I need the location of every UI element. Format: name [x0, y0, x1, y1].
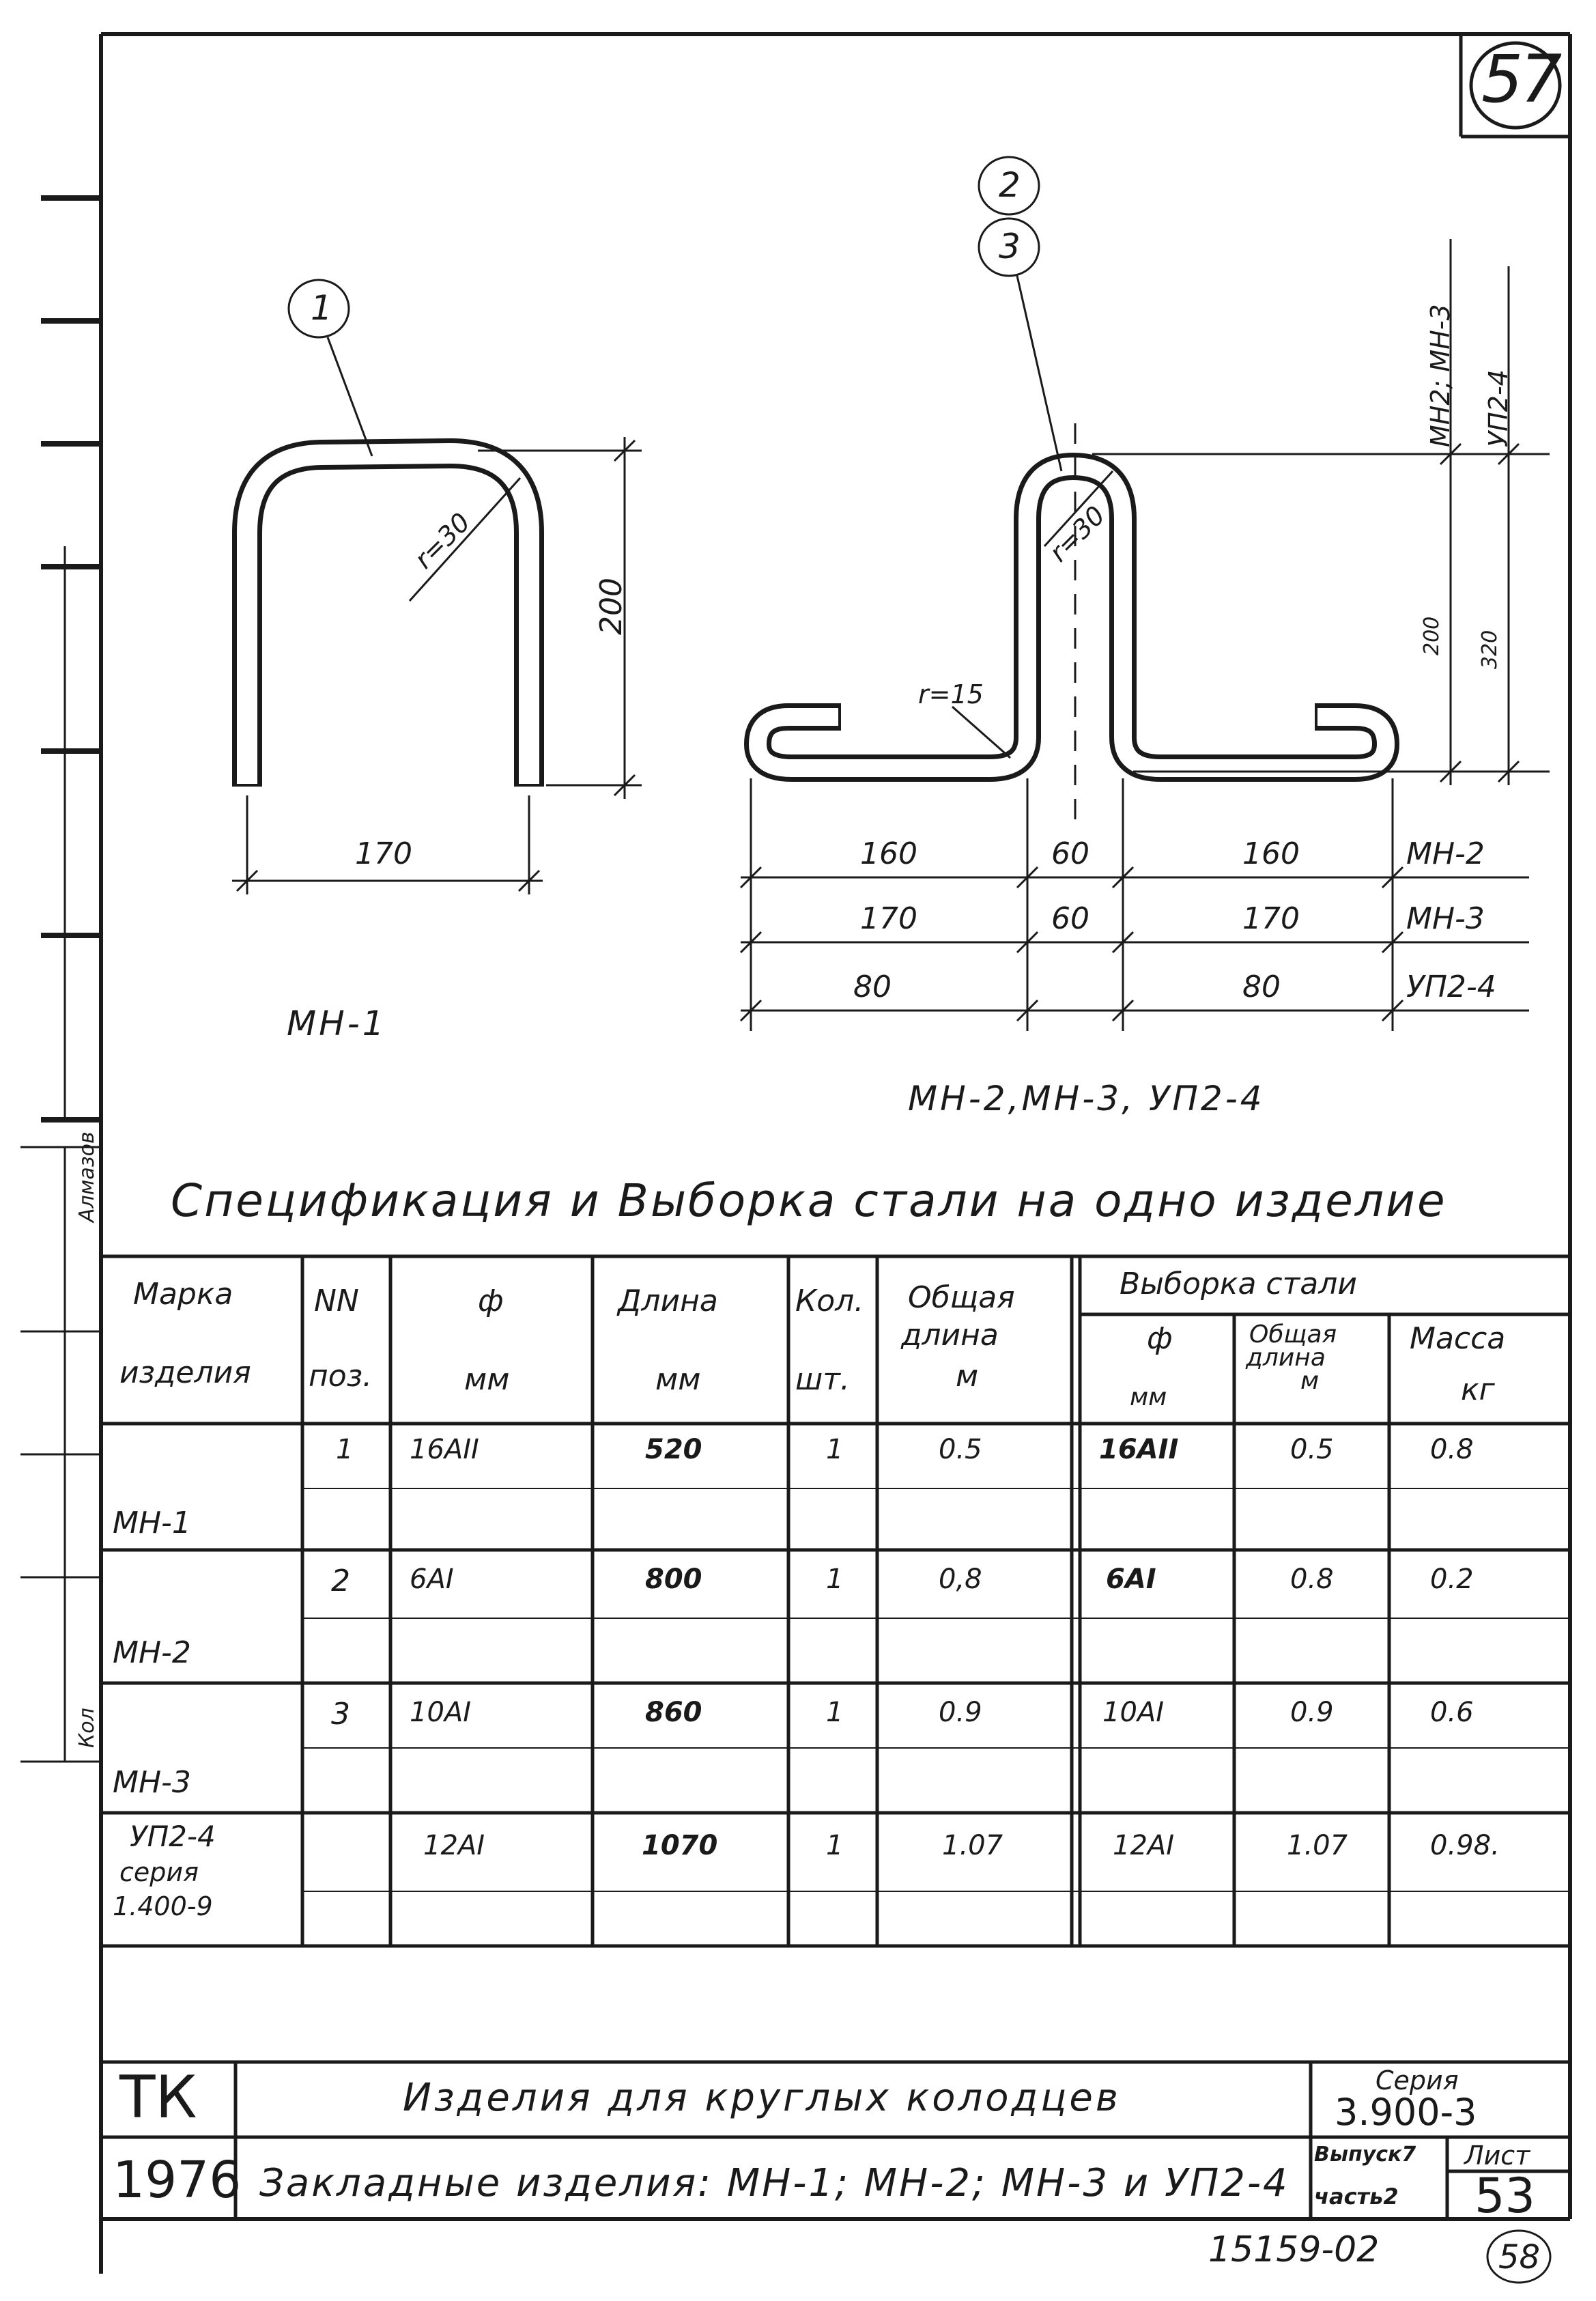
- row3-dia: 10АI: [410, 1697, 472, 1728]
- hdr-s-total-1: Общая: [1249, 1321, 1337, 1349]
- hdr-total-3: м: [956, 1359, 979, 1394]
- row2-length: 800: [645, 1564, 702, 1595]
- hdr-s-total-2: длина: [1246, 1344, 1326, 1372]
- row1-s-dia: 16АII: [1099, 1434, 1179, 1465]
- dim-row-2-right: 170: [1242, 901, 1300, 936]
- hdr-dia-2: мм: [464, 1362, 510, 1397]
- row4-s-dia: 12АI: [1113, 1830, 1175, 1861]
- hdr-pos-1: NN: [314, 1284, 359, 1318]
- dim-row-1-label: МН-2: [1406, 836, 1485, 871]
- sheet-number-bottom: 58: [1498, 2238, 1541, 2276]
- mn1-callout-number: 1: [311, 288, 332, 328]
- hdr-length-1: Длина: [618, 1284, 718, 1318]
- mn2-callout-number-3: 3: [999, 227, 1021, 266]
- row3-s-total: 0.9: [1290, 1697, 1334, 1728]
- sheet-number-top: 57: [1481, 41, 1560, 117]
- mn1-caption: МН-1: [287, 1004, 387, 1043]
- dim-row-1-mid: 60: [1051, 836, 1089, 871]
- tb-issue-label: Выпуск7: [1314, 2143, 1416, 2166]
- dim-row-2-mid: 60: [1051, 901, 1089, 936]
- hdr-s-dia-2: мм: [1130, 1383, 1167, 1411]
- hdr-length-2: мм: [655, 1362, 701, 1397]
- row3-mark: МН-3: [113, 1765, 191, 1800]
- row4-series-label: серия: [119, 1857, 199, 1887]
- tb-year: 1976: [113, 2151, 242, 2210]
- hdr-qty-1: Кол.: [795, 1284, 864, 1318]
- tb-sheet-label: Лист: [1464, 2141, 1530, 2171]
- row3-length: 860: [645, 1697, 702, 1728]
- hdr-s-mass-2: кг: [1461, 1372, 1495, 1407]
- row1-length: 520: [645, 1434, 702, 1465]
- left-strip-name: Алмазов: [75, 1131, 99, 1222]
- dim-row-3-left: 80: [853, 970, 892, 1004]
- row1-qty: 1: [826, 1434, 844, 1465]
- mn2-vert-label-b: УП2-4: [1483, 369, 1513, 447]
- drawing-number: 15159-02: [1208, 2229, 1380, 2270]
- dim-row-1-right: 160: [1242, 836, 1300, 871]
- mn2-radius-top: r=30: [1043, 500, 1111, 568]
- row1-mark: МН-1: [113, 1506, 191, 1540]
- mn2-radius-bottom: r=15: [918, 679, 984, 709]
- row4-series-value: 1.400-9: [113, 1891, 213, 1921]
- spec-title: Спецификация и Выборка стали на одно изделие: [171, 1174, 1447, 1227]
- dim-row-2-label: МН-3: [1406, 901, 1485, 936]
- row2-total: 0,8: [939, 1564, 982, 1595]
- row1-total: 0.5: [939, 1434, 982, 1465]
- row4-qty: 1: [826, 1830, 844, 1861]
- row4-mark: УП2-4: [130, 1820, 216, 1853]
- row1-pos: 1: [336, 1434, 354, 1465]
- dim-row-3-right: 80: [1242, 970, 1281, 1004]
- row2-s-total: 0.8: [1290, 1564, 1334, 1595]
- row3-total: 0.9: [939, 1697, 982, 1728]
- row2-qty: 1: [826, 1564, 844, 1595]
- row4-total: 1.07: [942, 1830, 1003, 1861]
- mn2-bar: [758, 466, 1386, 768]
- tb-sheet-value: 53: [1474, 2168, 1536, 2224]
- row4-s-total: 1.07: [1287, 1830, 1348, 1861]
- row3-pos: 3: [331, 1697, 350, 1732]
- tb-title-sub: Закладные изделия: МН-1; МН-2; МН-3 и УП2-4: [259, 2161, 1289, 2205]
- row4-s-mass: 0.98.: [1430, 1830, 1500, 1861]
- mn1-width-dim: 170: [355, 836, 412, 871]
- row2-pos: 2: [331, 1564, 350, 1598]
- mn1-radius-label: r=30: [408, 507, 476, 575]
- dim-row-1-left: 160: [860, 836, 917, 871]
- mn2-height-inner: 200: [1420, 616, 1444, 655]
- hdr-mark-1: Марка: [133, 1277, 233, 1312]
- hdr-total-2: длина: [901, 1318, 999, 1353]
- hdr-total-1: Общая: [908, 1280, 1015, 1315]
- row3-s-mass: 0.6: [1430, 1697, 1474, 1728]
- hdr-steel-group: Выборка стали: [1120, 1267, 1357, 1301]
- mn2-vert-label-a: МН2; МН-3: [1425, 304, 1455, 447]
- dim-row-3-label: УП2-4: [1406, 970, 1496, 1004]
- row2-s-mass: 0.2: [1430, 1564, 1474, 1595]
- row2-s-dia: 6АI: [1106, 1564, 1156, 1595]
- row1-s-mass: 0.8: [1430, 1434, 1474, 1465]
- hdr-mark-2: изделия: [119, 1355, 251, 1390]
- hdr-s-total-3: м: [1300, 1367, 1320, 1395]
- dim-row-2-left: 170: [860, 901, 917, 936]
- hdr-dia-1: ф: [478, 1284, 504, 1318]
- tb-title-main: Изделия для круглых колодцев: [403, 2076, 1121, 2120]
- mn2-height-outer: 320: [1478, 630, 1502, 669]
- hdr-s-dia-1: ф: [1147, 1321, 1173, 1356]
- left-strip-note: Кол: [75, 1708, 99, 1748]
- mn2-caption: МН-2,МН-3, УП2-4: [908, 1079, 1265, 1118]
- row4-length: 1070: [642, 1830, 718, 1861]
- row2-mark: МН-2: [113, 1635, 191, 1670]
- tb-series-label: Серия: [1376, 2065, 1459, 2095]
- hdr-s-mass-1: Масса: [1410, 1321, 1506, 1356]
- tb-org: ТК: [119, 2063, 197, 2132]
- row2-dia: 6АI: [410, 1564, 454, 1595]
- row3-qty: 1: [826, 1697, 844, 1728]
- row4-dia: 12АI: [423, 1830, 485, 1861]
- tb-part-label: часть2: [1314, 2184, 1399, 2210]
- mn2-callout-number-2: 2: [999, 165, 1021, 205]
- hdr-qty-2: шт.: [795, 1362, 850, 1397]
- row1-s-total: 0.5: [1290, 1434, 1334, 1465]
- row3-s-dia: 10АI: [1102, 1697, 1165, 1728]
- mn1-height-dim: 200: [594, 578, 629, 635]
- row1-dia: 16АII: [410, 1434, 479, 1465]
- hdr-pos-2: поз.: [309, 1359, 373, 1394]
- tb-series-value: 3.900-3: [1335, 2091, 1477, 2134]
